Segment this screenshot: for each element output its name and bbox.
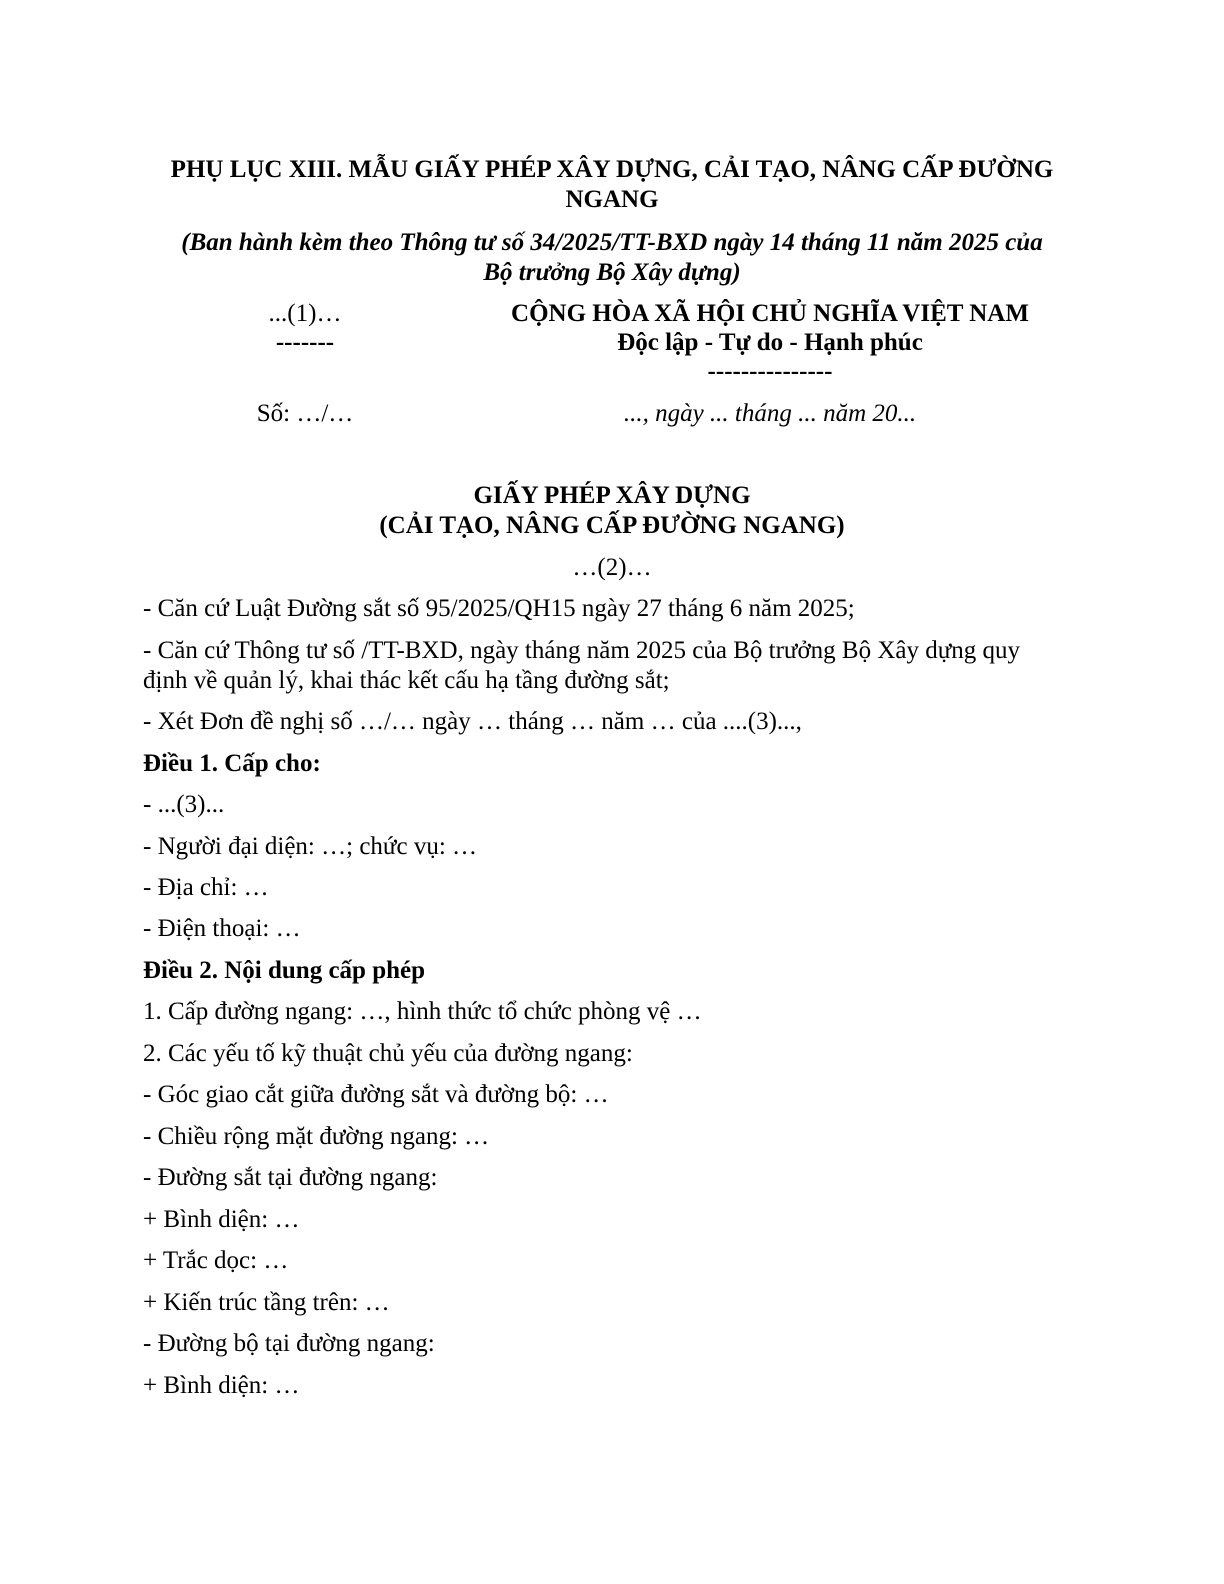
article2-item: - Đường bộ tại đường ngang: — [143, 1330, 435, 1357]
article2-item: + Bình diện: … — [143, 1206, 300, 1233]
article2-item: - Đường sắt tại đường ngang: — [143, 1164, 438, 1191]
article2-item: + Bình diện: … — [143, 1372, 300, 1399]
article2-item: 2. Các yếu tố kỹ thuật chủ yếu của đường ngang: — [143, 1040, 633, 1067]
article2-item: - Góc giao cắt giữa đường sắt và đường bộ: … — [143, 1081, 609, 1108]
appendix-issued-line1: (Ban hành kèm theo Thông tư số 34/2025/TT-BXD ngày 14 tháng 11 năm 2025 của — [181, 229, 1043, 256]
basis-law: - Căn cứ Luật Đường sắt số 95/2025/QH15 ngày 27 tháng 6 năm 2025; — [143, 595, 855, 622]
document-number: Số: …/… — [256, 400, 354, 427]
nation-name: CỘNG HÒA XÃ HỘI CHỦ NGHĨA VIỆT NAM — [511, 300, 1029, 327]
nation-motto: Độc lập - Tự do - Hạnh phúc — [617, 329, 923, 356]
place-date: ..., ngày ... tháng ... năm 20... — [623, 400, 917, 427]
basis-circular-line1: - Căn cứ Thông tư số /TT-BXD, ngày tháng năm 2025 của Bộ trưởng Bộ Xây dựng quy — [143, 637, 1021, 664]
article2-item: 1. Cấp đường ngang: …, hình thức tổ chức phòng vệ … — [143, 998, 702, 1025]
appendix-title-line1: PHỤ LỤC XIII. MẪU GIẤY PHÉP XÂY DỰNG, CẢI TẠO, NÂNG CẤP ĐƯỜNG — [170, 156, 1054, 183]
article2-item: - Chiều rộng mặt đường ngang: … — [143, 1123, 490, 1150]
basis-circular-line2: định về quản lý, khai thác kết cấu hạ tầng đường sắt; — [143, 667, 670, 694]
article1-heading: Điều 1. Cấp cho: — [143, 750, 321, 777]
agency-rule: ------- — [275, 329, 335, 356]
agency-name: ...(1)… — [268, 300, 342, 327]
document-subtitle: (CẢI TẠO, NÂNG CẤP ĐƯỜNG NGANG) — [379, 512, 845, 539]
article2-item: + Kiến trúc tầng trên: … — [143, 1289, 390, 1316]
appendix-issued-line2: Bộ trưởng Bộ Xây dựng) — [483, 259, 741, 286]
basis-application: - Xét Đơn đề nghị số …/… ngày … tháng … năm … của ....(3)..., — [143, 708, 802, 735]
article1-item: - Điện thoại: … — [143, 915, 301, 942]
motto-rule: --------------- — [707, 358, 833, 385]
article2-heading: Điều 2. Nội dung cấp phép — [143, 957, 426, 984]
article1-item: - Người đại diện: …; chức vụ: … — [143, 833, 478, 860]
article2-item: + Trắc dọc: … — [143, 1247, 289, 1274]
issuer-placeholder: …(2)… — [572, 554, 652, 581]
appendix-title-line2: NGANG — [565, 186, 659, 213]
document-title: GIẤY PHÉP XÂY DỰNG — [473, 482, 751, 509]
article1-item: - ...(3)... — [143, 791, 225, 818]
article1-item: - Địa chỉ: … — [143, 874, 269, 901]
